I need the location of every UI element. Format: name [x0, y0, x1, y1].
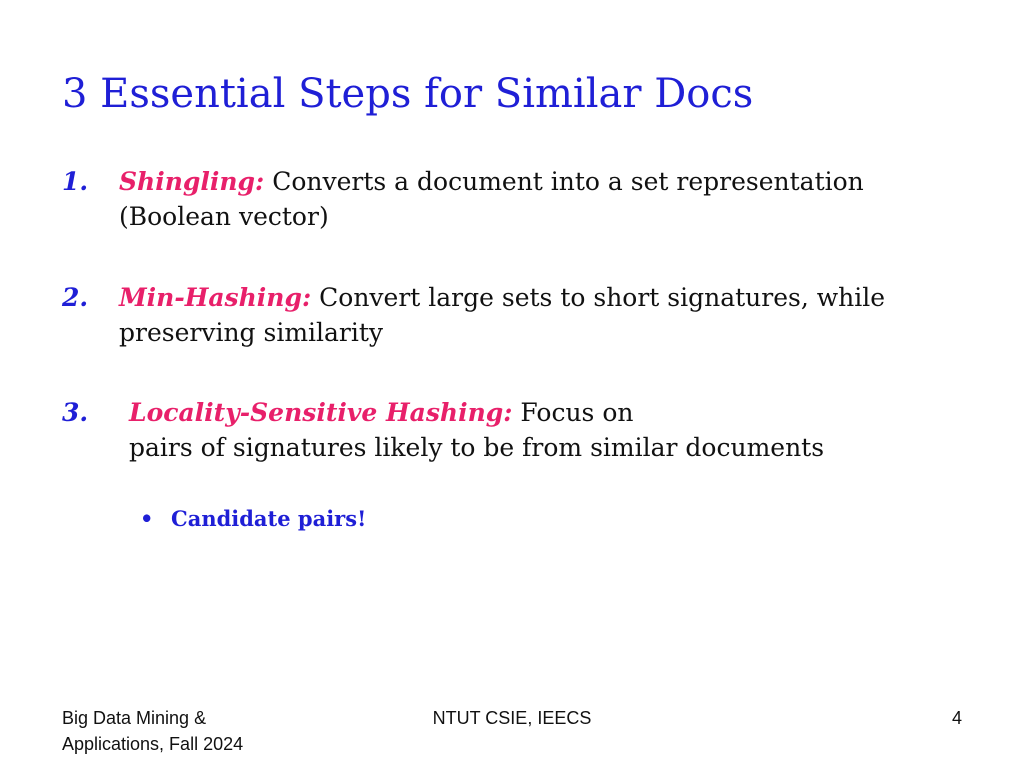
footer-page-number: 4 — [951, 708, 962, 728]
step-body — [119, 280, 962, 350]
step-description-line2: pairs of signatures likely to be from similar documents — [129, 433, 825, 462]
footer-course: Big Data Mining & Applications, Fall 2024 — [62, 708, 244, 754]
bullet-text: Candidate pairs! — [171, 506, 367, 531]
step-term: Min-Hashing: — [119, 283, 312, 312]
step-term: Shingling: — [119, 167, 265, 196]
step-description: Convert large sets to short signatures, while preserving similarity — [119, 283, 886, 347]
step-body — [119, 164, 962, 234]
step-body — [129, 395, 962, 465]
step-term: Locality-Sensitive Hashing: — [129, 398, 513, 427]
step-number: 1. — [62, 167, 89, 196]
step-number: 2. — [62, 283, 89, 312]
bullet-dot-icon: • — [140, 506, 154, 531]
slide-title: 3 Essential Steps for Similar Docs — [62, 71, 754, 117]
step-description: Converts a document into a set representation (Boolean vector) — [119, 167, 864, 231]
step-description-line1: Focus on — [512, 398, 634, 427]
step-number: 3. — [62, 398, 89, 427]
footer-institution: NTUT CSIE, IEECS — [432, 708, 592, 728]
